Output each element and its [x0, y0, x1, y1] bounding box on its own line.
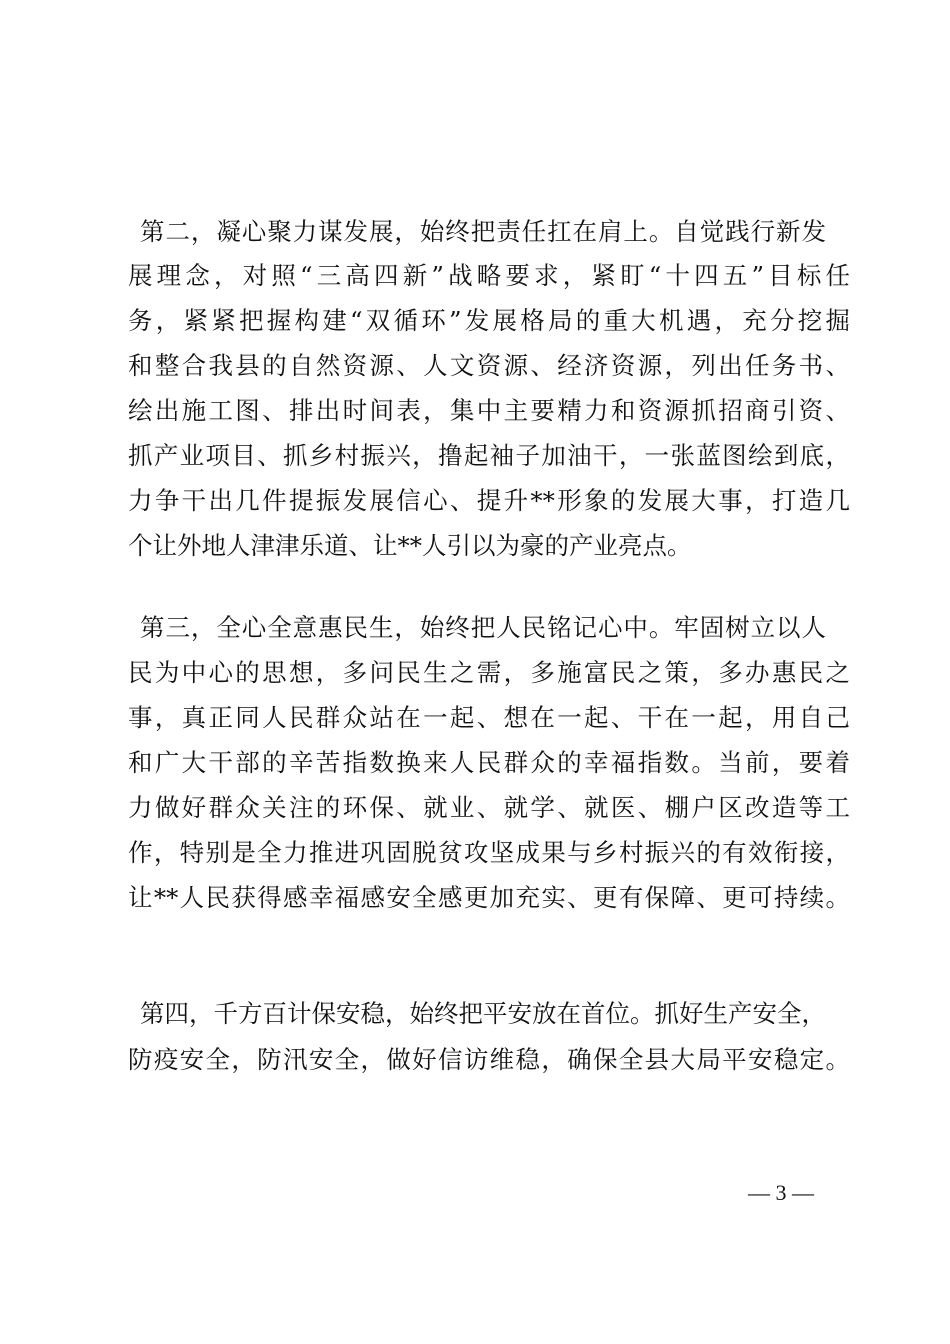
paragraph-line: 防疫安全，防汛安全，做好信访维稳，确保全县大局平安稳定。	[128, 1045, 850, 1074]
paragraph-line: 让**人民获得感幸福感安全感更加充实、更有保障、更可持续。	[128, 883, 850, 912]
paragraph-line: 抓产业项目、抓乡村振兴，撸起袖子加油干，一张蓝图绘到底，	[128, 441, 850, 470]
paragraph-line: 绘出施工图、排出时间表，集中主要精力和资源抓招商引资、	[128, 396, 850, 425]
paragraph-line: 作，特别是全力推进巩固脱贫攻坚成果与乡村振兴的有效衔接，	[128, 838, 850, 867]
paragraph-line: 和广大干部的辛苦指数换来人民群众的幸福指数。当前，要着	[128, 748, 850, 777]
paragraph-line: 力做好群众关注的环保、就业、就学、就医、棚户区改造等工	[128, 793, 850, 822]
page-number: — 3 —	[748, 1180, 814, 1205]
paragraph-line: 事，真正同人民群众站在一起、想在一起、干在一起，用自己	[128, 703, 850, 732]
paragraph-line: 力争干出几件提振发展信心、提升**形象的发展大事，打造几	[128, 486, 850, 515]
paragraph-line: 和整合我县的自然资源、人文资源、经济资源，列出任务书、	[128, 351, 850, 380]
paragraph-line: 第三，全心全意惠民生，始终把人民铭记心中。牢固树立以人	[140, 613, 826, 642]
paragraph-line: 第二，凝心聚力谋发展，始终把责任扛在肩上。自觉践行新发	[140, 217, 826, 246]
paragraph-line: 务，紧紧把握构建“双循环”发展格局的重大机遇，充分挖掘	[128, 306, 850, 335]
paragraph-line: 民为中心的思想，多问民生之需，多施富民之策，多办惠民之	[128, 658, 850, 687]
paragraph-line: 个让外地人津津乐道、让**人引以为豪的产业亮点。	[128, 531, 692, 560]
paragraph-line: 第四，千方百计保安稳，始终把平安放在首位。抓好生产安全，	[140, 999, 826, 1028]
paragraph-line: 展理念，对照“三高四新”战略要求，紧盯“十四五”目标任	[128, 261, 850, 290]
